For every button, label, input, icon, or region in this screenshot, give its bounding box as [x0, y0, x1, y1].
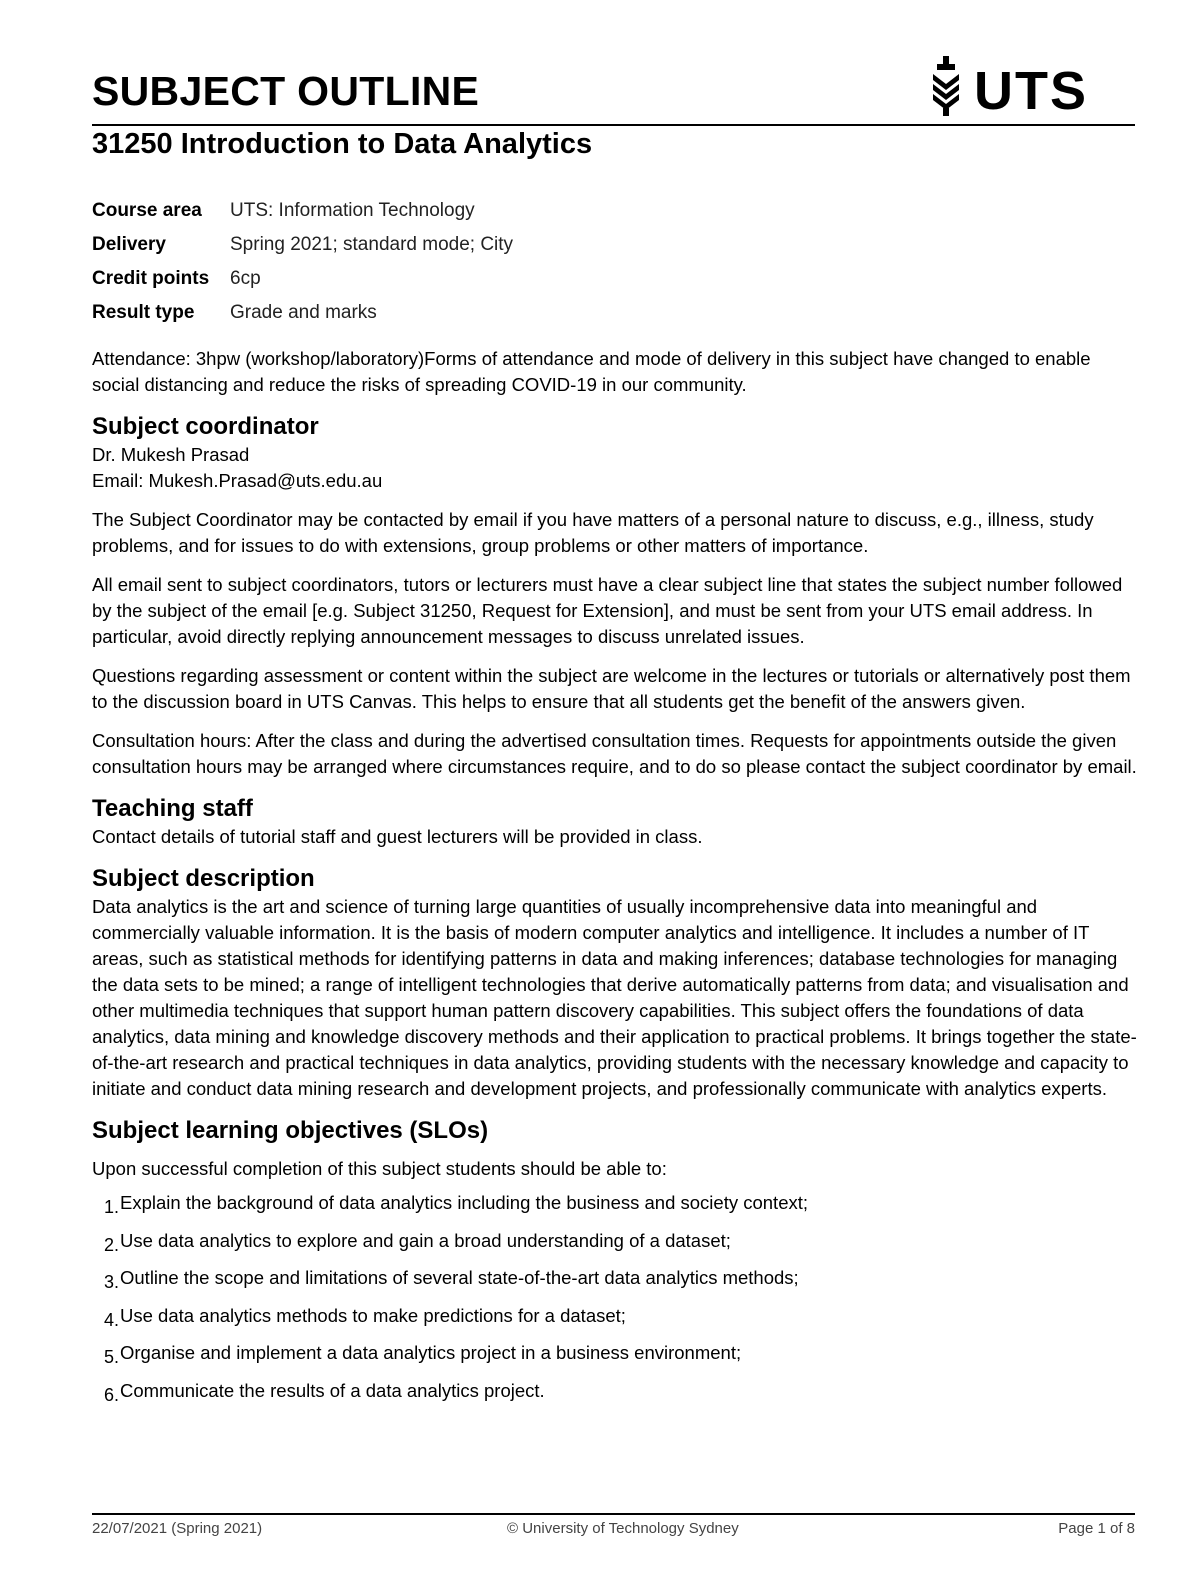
slo-text: Outline the scope and limitations of several state-of-the-art data analytics methods;: [120, 1267, 799, 1288]
teaching-staff-text: Contact details of tutorial staff and guest lecturers will be provided in class.: [92, 826, 703, 847]
footer-page-number: Page 1 of 8: [1058, 1520, 1135, 1537]
coordinator-paragraph: The Subject Coordinator may be contacted by email if you have matters of a personal nature to discuss, e.g., illness, study problems, and for issues to do with extensions, group problems or other matters of importance.: [92, 509, 1094, 556]
list-item: [92, 1303, 1137, 1341]
slo-number: 4.: [103, 1309, 119, 1330]
coordinator-paragraph: Questions regarding assessment or content within the subject are welcome in the lectures or tutorials or alternatively post them to the discussion board in UTS Canvas. This helps to ensure that all students get the benefit of the answers given.: [92, 665, 1131, 712]
info-row-credit-points: [92, 262, 513, 296]
list-item: [92, 1228, 1137, 1266]
coordinator-name: Dr. Mukesh Prasad: [92, 444, 250, 465]
uts-crest-icon: [926, 52, 1096, 122]
logo-text: UTS: [974, 61, 1088, 121]
uts-logo: [926, 52, 1096, 122]
info-row-course-area: [92, 194, 513, 228]
info-label: Delivery: [92, 234, 166, 255]
info-row-result-type: [92, 296, 513, 330]
footer-copyright: © University of Technology Sydney: [507, 1520, 739, 1537]
slo-number: 2.: [103, 1234, 119, 1255]
subject-info-table: [92, 194, 513, 330]
slo-text: Use data analytics methods to make predictions for a dataset;: [120, 1304, 626, 1326]
slo-text: Communicate the results of a data analytics project.: [120, 1379, 545, 1401]
slo-number: 6.: [103, 1384, 119, 1405]
document-body: [92, 346, 1137, 1415]
subject-title: 31250 Introduction to Data Analytics: [92, 128, 593, 160]
coordinator-paragraph: Consultation hours: After the class and during the advertised consultation times. Requests for appointments outside the given consultation hours may be arranged where circumstances require, and to do so please contact the subject coordinator by email.: [92, 730, 1137, 777]
coordinator-email[interactable]: Email: Mukesh.Prasad@uts.edu.au: [92, 470, 383, 491]
description-heading: Subject description: [92, 865, 315, 892]
list-item: [92, 1265, 1137, 1303]
info-label: Credit points: [92, 268, 210, 289]
slo-number: 5.: [103, 1347, 119, 1367]
coordinator-paragraph: All email sent to subject coordinators, tutors or lecturers must have a clear subject line that states the subject number followed by the subject of the email [e.g. Subject 31250, Request for Extension], and must be sent from your UTS email address. In particular, avoid directly replying announcement messages to discuss unrelated issues.: [92, 574, 1123, 647]
list-item: [92, 1340, 1137, 1378]
info-value: Grade and marks: [230, 302, 377, 323]
info-row-delivery: [92, 228, 513, 262]
description-text: Data analytics is the art and science of turning large quantities of usually incomprehensive data into meaningful and commercially valuable information. It is the basis of modern computer analytics and intelligence. It includes a number of IT areas, such as statistical methods for identifying patterns in data and making inferences; database technologies for managing the data sets to be mined; a range of intelligent technologies that derive automatically patterns from data; and visualisation and other multimedia techniques that support human pattern discovery capabilities. This subject offers the foundations of data analytics, data mining and knowledge discovery methods and their application to practical problems. It brings together the state-of-the-art research and practical techniques in data analytics, providing students with the necessary knowledge and capacity to initiate and conduct data mining research and development projects, and professionally communicate with analytics experts.: [92, 896, 1137, 1099]
slo-heading: Subject learning objectives (SLOs): [92, 1117, 489, 1144]
document-title: SUBJECT OUTLINE: [92, 68, 480, 114]
info-label: Course area: [92, 200, 202, 221]
slo-number: 3.: [103, 1272, 119, 1292]
slo-number: 1.: [103, 1197, 119, 1217]
attendance-text: Attendance: 3hpw (workshop/laboratory)Forms of attendance and mode of delivery in this subject have changed to enable social distancing and reduce the risks of spreading COVID-19 in our community.: [92, 348, 1091, 395]
info-label: Result type: [92, 302, 195, 323]
info-value: 6cp: [230, 268, 261, 289]
slo-intro: Upon successful completion of this subject students should be able to:: [92, 1158, 667, 1179]
info-value: UTS: Information Technology: [230, 200, 475, 221]
list-item: [92, 1378, 1137, 1416]
slo-list: [92, 1190, 1137, 1415]
info-value: Spring 2021; standard mode; City: [230, 234, 514, 255]
slo-text: Use data analytics to explore and gain a broad understanding of a dataset;: [120, 1229, 731, 1251]
header-divider: [92, 124, 1135, 126]
footer-divider: [92, 1513, 1135, 1515]
list-item: [92, 1190, 1137, 1228]
coordinator-heading: Subject coordinator: [92, 413, 319, 440]
footer-date: 22/07/2021 (Spring 2021): [92, 1520, 263, 1537]
slo-text: Explain the background of data analytics including the business and society context;: [120, 1192, 809, 1213]
slo-text: Organise and implement a data analytics project in a business environment;: [120, 1342, 742, 1363]
teaching-staff-heading: Teaching staff: [92, 795, 253, 822]
